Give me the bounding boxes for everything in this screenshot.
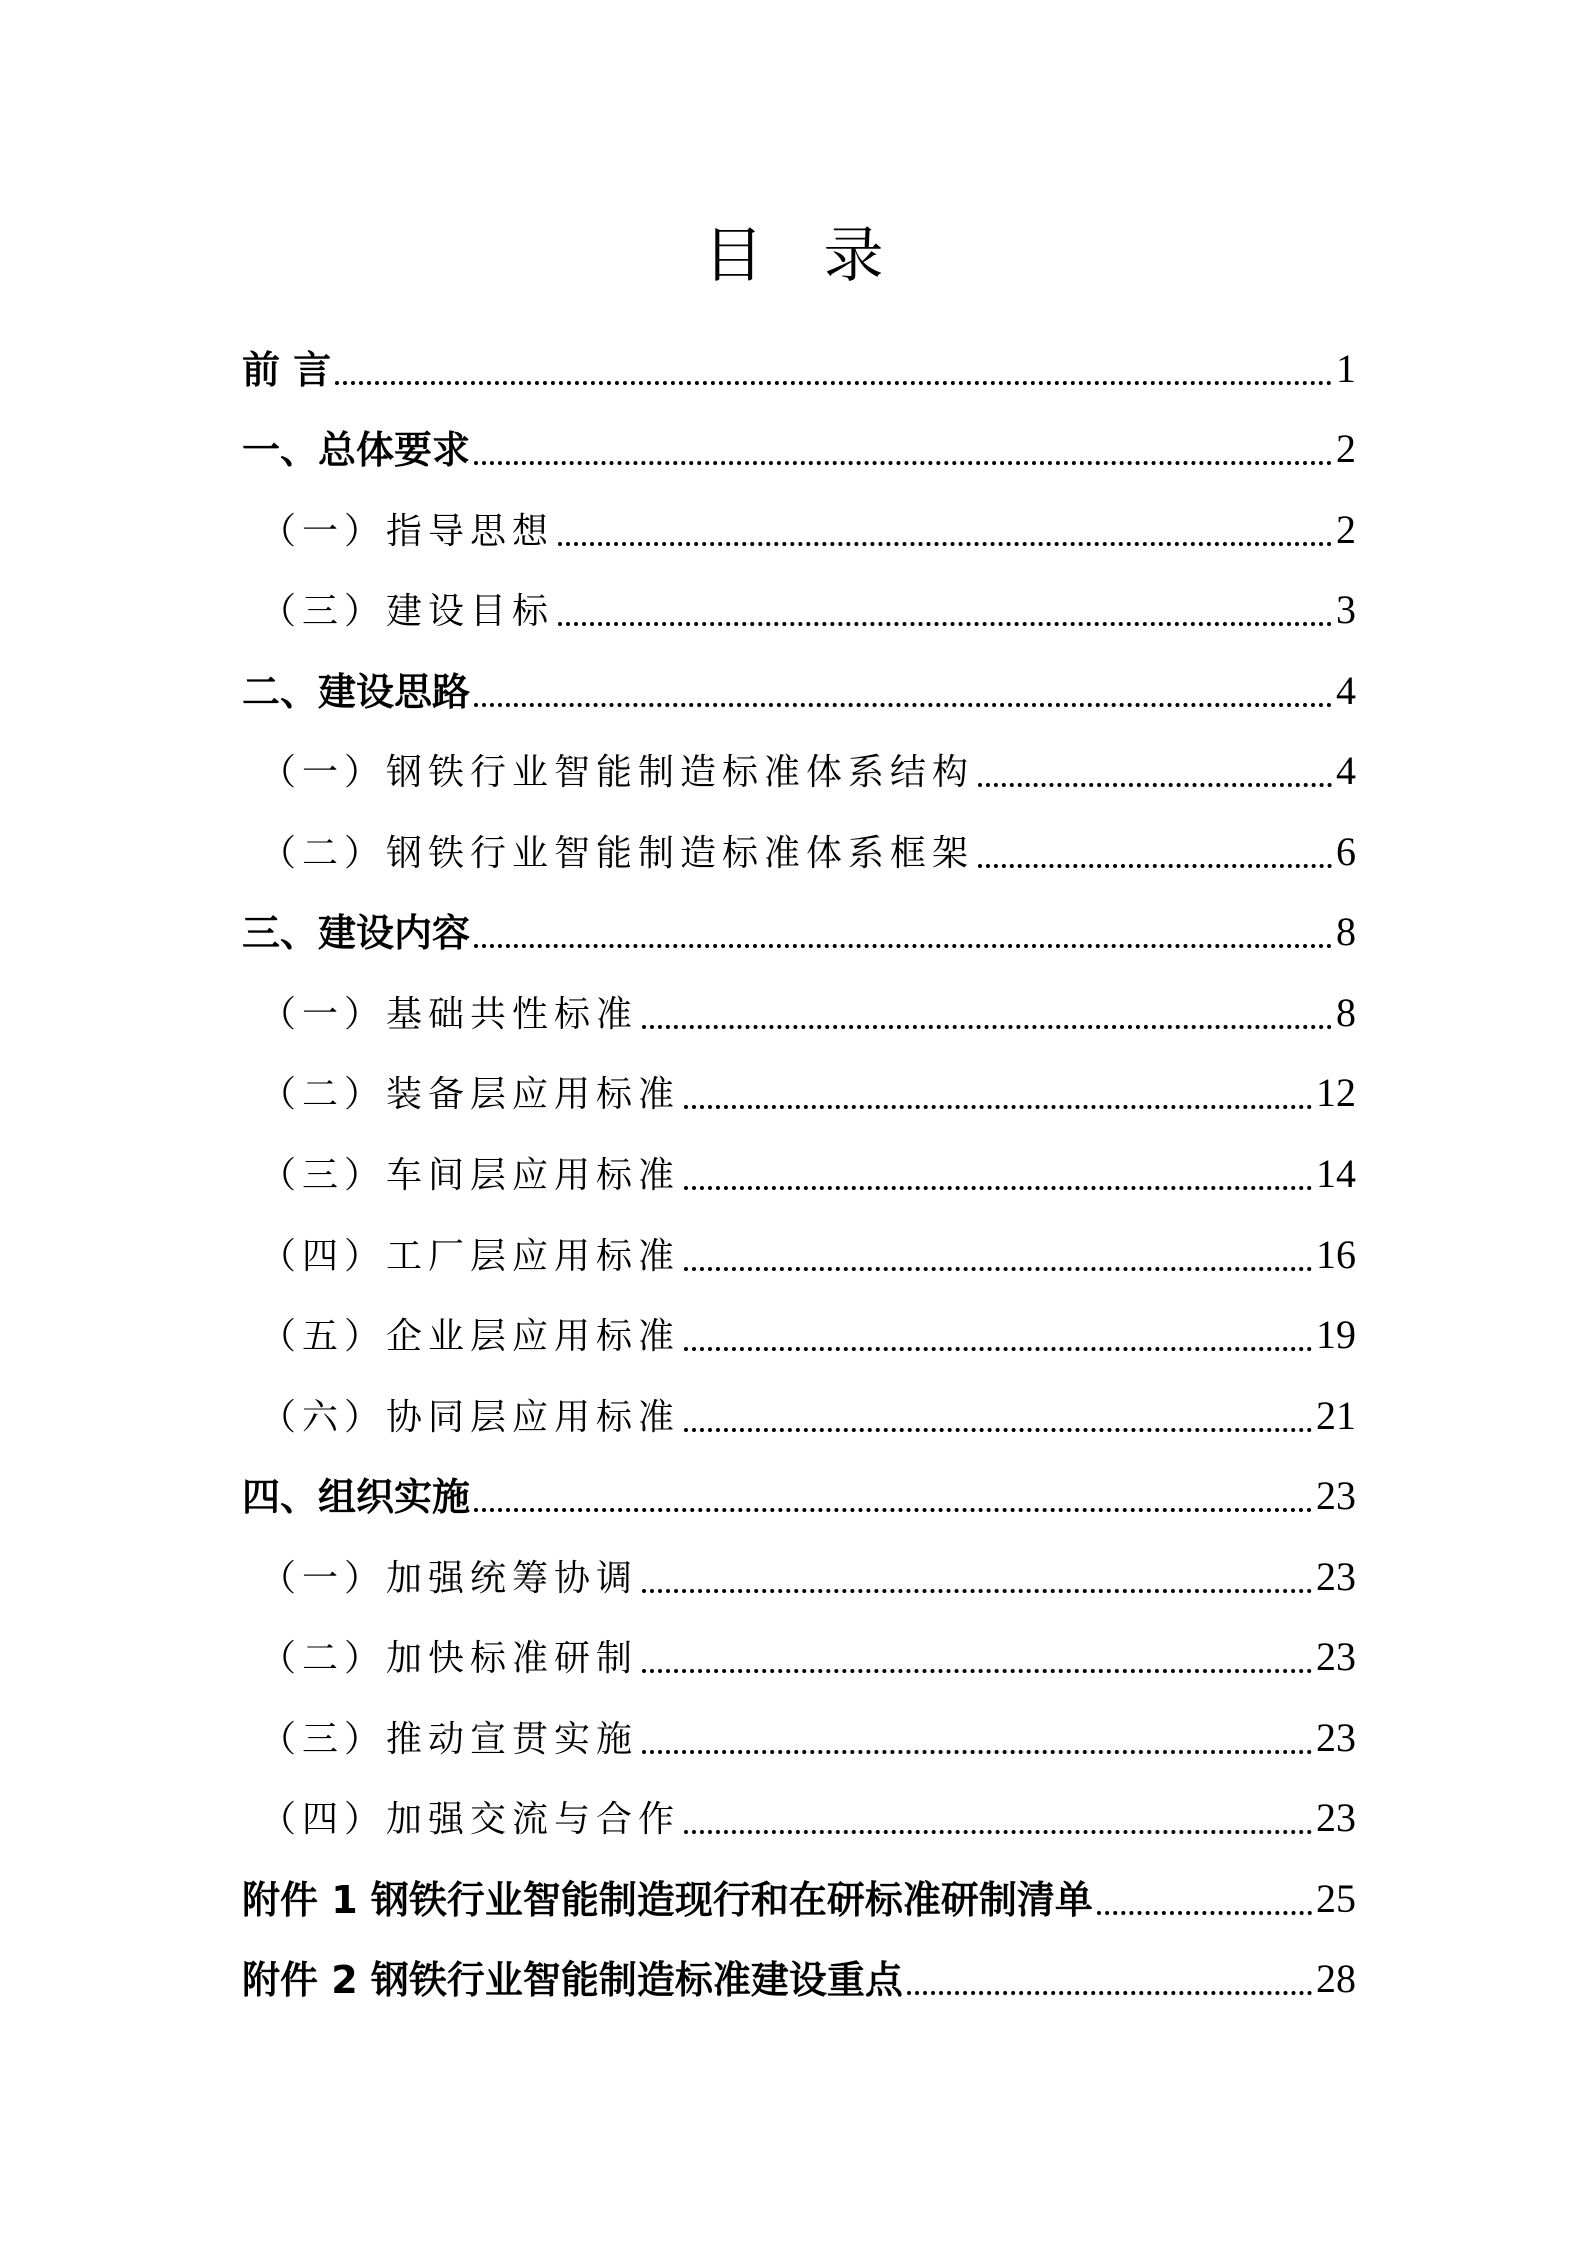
- toc-page-number: 23: [1316, 1795, 1356, 1841]
- toc-entry-label: （一）基础共性标准: [260, 993, 639, 1035]
- dot-leader: [1097, 1911, 1312, 1915]
- toc-entry[interactable]: [242, 962, 1356, 1043]
- dot-leader: [558, 542, 1332, 546]
- toc-entry-label: （二）钢铁行业智能制造标准体系框架: [260, 832, 975, 874]
- toc-entry[interactable]: [242, 1365, 1356, 1446]
- dot-leader: [474, 461, 1332, 465]
- dot-leader: [642, 1589, 1312, 1593]
- dot-leader: [978, 783, 1332, 787]
- dot-leader: [684, 1186, 1312, 1190]
- toc-entry-label: 前 言: [242, 347, 332, 392]
- dot-leader: [684, 1347, 1312, 1351]
- dot-leader: [684, 1830, 1312, 1834]
- toc-page-number: 23: [1316, 1714, 1356, 1760]
- toc-entry-label: （四）工厂层应用标准: [260, 1235, 681, 1277]
- toc-entry[interactable]: [242, 640, 1356, 721]
- toc-entry[interactable]: [242, 1123, 1356, 1204]
- toc-entry[interactable]: [242, 882, 1356, 963]
- toc-entry-label: （一）加强统筹协调: [260, 1557, 639, 1599]
- toc-entry[interactable]: [242, 1687, 1356, 1768]
- dot-leader: [684, 1428, 1312, 1432]
- toc-entry[interactable]: [242, 801, 1356, 882]
- toc-entry-label: （二）装备层应用标准: [260, 1074, 681, 1116]
- toc-page-number: 23: [1316, 1634, 1356, 1680]
- toc-entry-label: 附件 2 钢铁行业智能制造标准建设重点: [242, 1958, 903, 2003]
- table-of-contents: [242, 318, 1356, 2009]
- toc-entry-label: 四、组织实施: [242, 1475, 471, 1520]
- toc-entry[interactable]: [242, 1929, 1356, 2010]
- toc-page-number: 12: [1316, 1070, 1356, 1116]
- dot-leader: [642, 1669, 1312, 1673]
- toc-page-number: 3: [1336, 587, 1356, 633]
- toc-page-number: 6: [1336, 828, 1356, 874]
- toc-entry-label: （二）加快标准研制: [260, 1638, 639, 1680]
- toc-entry[interactable]: [242, 479, 1356, 560]
- dot-leader: [474, 1508, 1312, 1512]
- toc-page-number: 4: [1336, 667, 1356, 713]
- dot-leader: [558, 622, 1332, 626]
- toc-entry-label: （四）加强交流与合作: [260, 1799, 681, 1841]
- toc-entry-label: （五）企业层应用标准: [260, 1316, 681, 1358]
- toc-entry-label: （六）协同层应用标准: [260, 1396, 681, 1438]
- toc-entry[interactable]: [242, 721, 1356, 802]
- dot-leader: [978, 864, 1332, 868]
- toc-page-number: 16: [1316, 1231, 1356, 1277]
- toc-page-number: 14: [1316, 1151, 1356, 1197]
- toc-page-number: 1: [1336, 345, 1356, 391]
- toc-page-number: 8: [1336, 989, 1356, 1035]
- dot-leader: [474, 703, 1332, 707]
- toc-entry[interactable]: [242, 1446, 1356, 1527]
- toc-entry[interactable]: [242, 1848, 1356, 1929]
- dot-leader: [684, 1105, 1312, 1109]
- toc-page-number: 4: [1336, 748, 1356, 794]
- toc-entry-label: 附件 1 钢铁行业智能制造现行和在研标准研制清单: [242, 1877, 1093, 1922]
- toc-entry[interactable]: [242, 318, 1356, 399]
- toc-entry[interactable]: [242, 1204, 1356, 1285]
- toc-entry[interactable]: [242, 399, 1356, 480]
- toc-page-number: 23: [1316, 1553, 1356, 1599]
- toc-entry-label: 一、总体要求: [242, 428, 471, 473]
- dot-leader: [474, 944, 1332, 948]
- dot-leader: [684, 1267, 1312, 1271]
- toc-entry[interactable]: [242, 1526, 1356, 1607]
- toc-entry-label: （三）车间层应用标准: [260, 1155, 681, 1197]
- toc-page-number: 2: [1336, 426, 1356, 472]
- page-title: 目录: [703, 221, 944, 291]
- toc-entry-label: 三、建设内容: [242, 911, 471, 956]
- toc-entry[interactable]: [242, 1043, 1356, 1124]
- toc-page-number: 28: [1316, 1956, 1356, 2002]
- toc-entry-label: （一）指导思想: [260, 510, 555, 552]
- dot-leader: [642, 1025, 1332, 1029]
- toc-page-number: 25: [1316, 1875, 1356, 1921]
- toc-entry[interactable]: [242, 1607, 1356, 1688]
- dot-leader: [907, 1991, 1312, 1995]
- dot-leader: [642, 1750, 1312, 1754]
- toc-entry-label: （三）建设目标: [260, 591, 555, 633]
- toc-entry[interactable]: [242, 1768, 1356, 1849]
- toc-page-number: 19: [1316, 1312, 1356, 1358]
- toc-entry-label: （一）钢铁行业智能制造标准体系结构: [260, 752, 975, 794]
- toc-entry-label: 二、建设思路: [242, 669, 471, 714]
- toc-page-number: 23: [1316, 1473, 1356, 1519]
- toc-entry-label: （三）推动宣贯实施: [260, 1718, 639, 1760]
- toc-entry[interactable]: [242, 1285, 1356, 1366]
- toc-page-number: 21: [1316, 1392, 1356, 1438]
- dot-leader: [335, 381, 1332, 385]
- toc-page-number: 8: [1336, 909, 1356, 955]
- toc-page-number: 2: [1336, 506, 1356, 552]
- toc-entry[interactable]: [242, 560, 1356, 641]
